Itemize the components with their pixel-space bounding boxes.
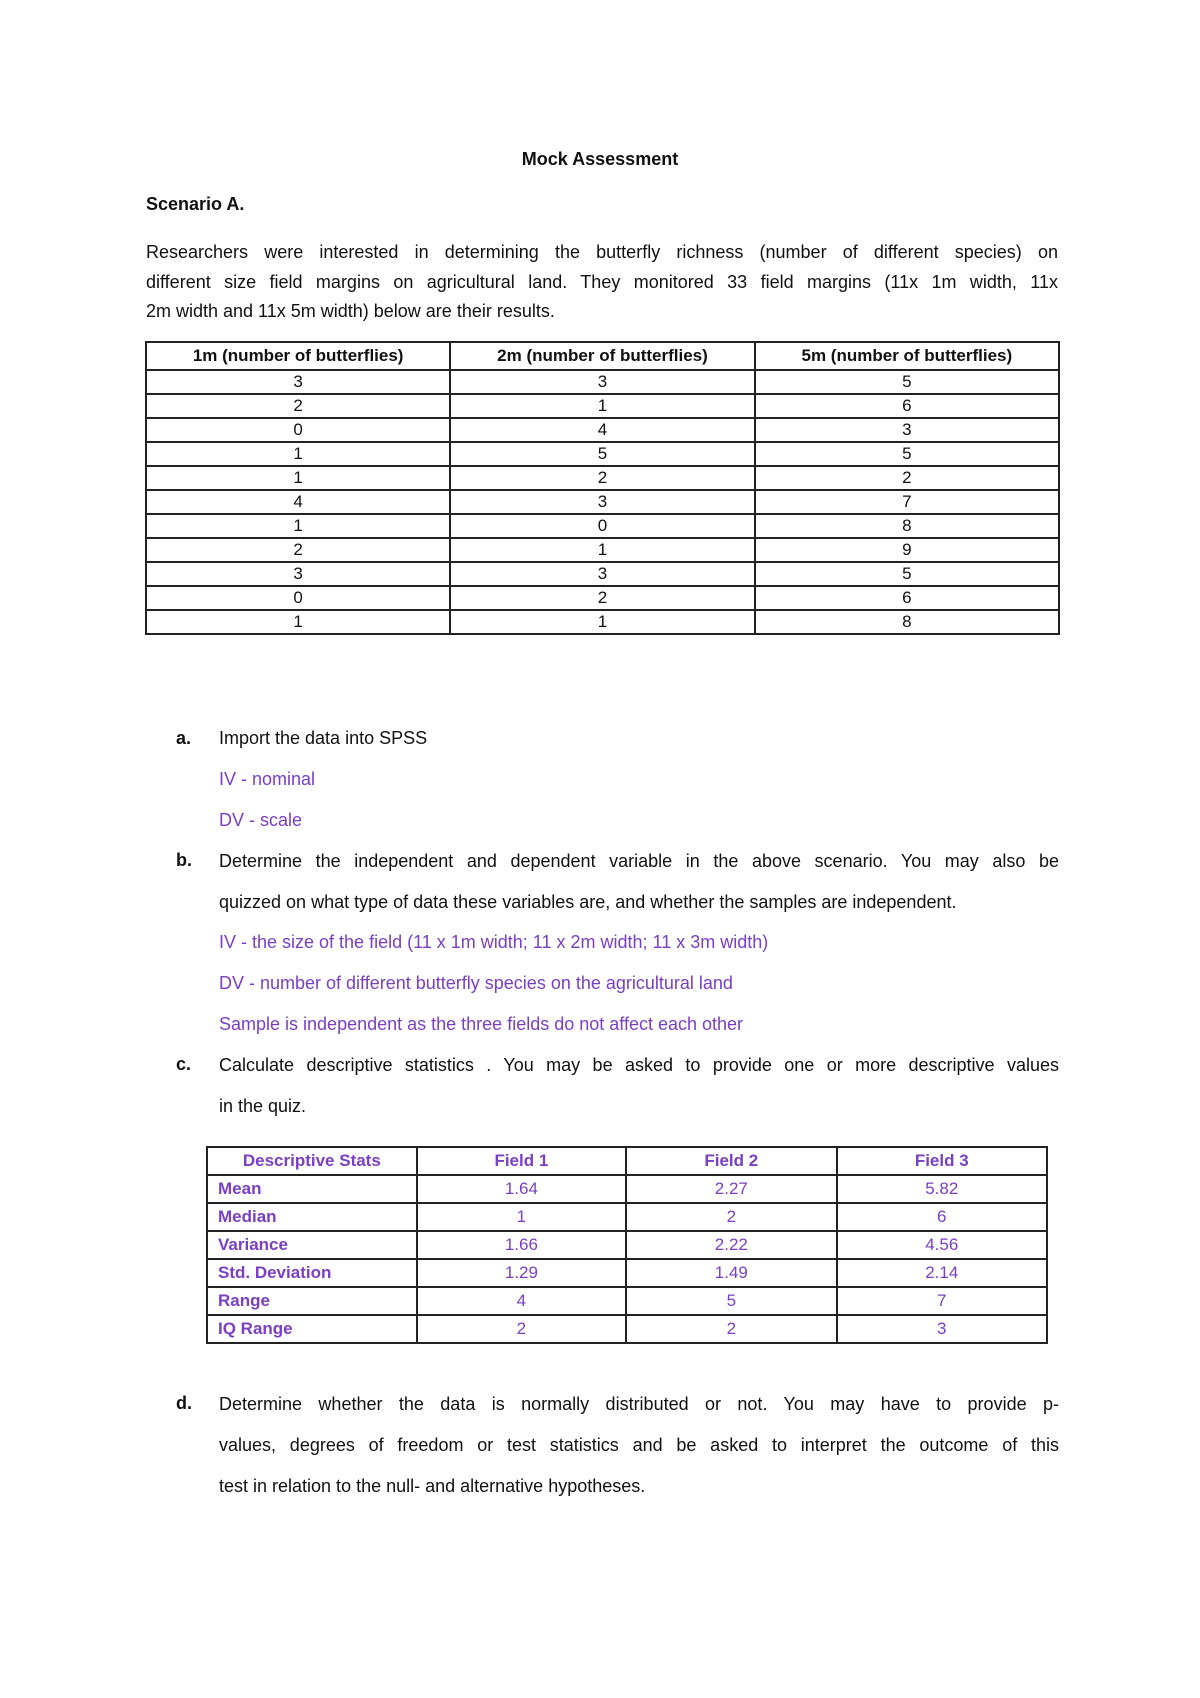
table-cell: 7	[755, 490, 1059, 514]
table-cell: 4	[417, 1287, 626, 1315]
table-cell: 1	[450, 610, 754, 634]
table-cell: 3	[146, 562, 450, 586]
table-cell: 1	[146, 466, 450, 490]
table-cell: 2	[417, 1315, 626, 1343]
row-label: Mean	[207, 1175, 417, 1203]
row-label: Std. Deviation	[207, 1259, 417, 1287]
table-cell: 4	[146, 490, 450, 514]
table-cell: 1.49	[626, 1259, 836, 1287]
table-cell: 1.29	[417, 1259, 626, 1287]
column-header: 1m (number of butterflies)	[146, 342, 450, 370]
table-cell: 2.14	[837, 1259, 1047, 1287]
table-row	[207, 1259, 1047, 1287]
answer-line: DV - scale	[219, 810, 303, 830]
table-cell: 6	[837, 1203, 1047, 1231]
table-cell: 3	[146, 370, 450, 394]
question-text: quizzed on what type of data these variables are, and whether the samples are independent.	[219, 892, 957, 912]
table-row	[146, 586, 1059, 610]
table-cell: 6	[755, 586, 1059, 610]
table-cell: 2.22	[626, 1231, 836, 1259]
table-cell: 5	[626, 1287, 836, 1315]
intro-paragraph	[146, 238, 1058, 327]
table-cell: 2	[146, 394, 450, 418]
question-text: Determine the independent and dependent variable in the above scenario. You may also be	[219, 851, 1059, 871]
column-header: 2m (number of butterflies)	[450, 342, 754, 370]
table-cell: 5	[755, 562, 1059, 586]
table-row	[146, 394, 1059, 418]
table-row	[146, 490, 1059, 514]
column-header: Descriptive Stats	[207, 1147, 417, 1175]
table-cell: 1	[450, 538, 754, 562]
table-header-row	[146, 342, 1059, 370]
table-cell: 8	[755, 610, 1059, 634]
table-row	[146, 538, 1059, 562]
table-cell: 2	[626, 1203, 836, 1231]
column-header: 5m (number of butterflies)	[755, 342, 1059, 370]
table-cell: 4	[450, 418, 754, 442]
table-cell: 3	[837, 1315, 1047, 1343]
table-cell: 2	[146, 538, 450, 562]
intro-line: 2m width and 11x 5m width) below are their results.	[146, 301, 555, 321]
table-row	[207, 1203, 1047, 1231]
table-cell: 2	[450, 586, 754, 610]
table-cell: 0	[450, 514, 754, 538]
question-label: a.	[176, 728, 192, 748]
answer-line: IV - the size of the field (11 x 1m width; 11 x 2m width; 11 x 3m width)	[219, 932, 769, 952]
table-cell: 7	[837, 1287, 1047, 1315]
table-row	[207, 1175, 1047, 1203]
question-text: test in relation to the null- and alternative hypotheses.	[219, 1476, 646, 1496]
descriptive-stats-table	[206, 1146, 1048, 1344]
table-cell: 8	[755, 514, 1059, 538]
table-header-row	[207, 1147, 1047, 1175]
answer-line: IV - nominal	[219, 769, 316, 789]
answer-line: Sample is independent as the three fields do not affect each other	[219, 1014, 744, 1034]
scenario-heading: Scenario A.	[146, 194, 245, 214]
table-row	[146, 562, 1059, 586]
table-cell: 0	[146, 418, 450, 442]
table-row	[146, 466, 1059, 490]
question-text: Import the data into SPSS	[219, 728, 428, 748]
table-row	[146, 610, 1059, 634]
page-title: Mock Assessment	[521, 149, 679, 169]
table-cell: 1	[146, 610, 450, 634]
row-label: Median	[207, 1203, 417, 1231]
question-label: d.	[176, 1393, 192, 1413]
table-cell: 1.66	[417, 1231, 626, 1259]
table-row	[207, 1287, 1047, 1315]
table-cell: 3	[450, 490, 754, 514]
table-cell: 5.82	[837, 1175, 1047, 1203]
table-row	[146, 442, 1059, 466]
table-cell: 5	[755, 370, 1059, 394]
answer-line: DV - number of different butterfly species on the agricultural land	[219, 973, 733, 993]
table-row	[146, 418, 1059, 442]
row-label: IQ Range	[207, 1315, 417, 1343]
table-cell: 3	[450, 562, 754, 586]
table-cell: 6	[755, 394, 1059, 418]
table-cell: 2.27	[626, 1175, 836, 1203]
question-text: in the quiz.	[219, 1096, 307, 1116]
intro-line: Researchers were interested in determining the butterfly richness (number of different species) on	[146, 242, 1058, 262]
table-cell: 5	[755, 442, 1059, 466]
column-header: Field 2	[626, 1147, 836, 1175]
table-cell: 3	[755, 418, 1059, 442]
table-cell: 1	[146, 442, 450, 466]
table-cell: 5	[450, 442, 754, 466]
table-cell: 0	[146, 586, 450, 610]
row-label: Variance	[207, 1231, 417, 1259]
question-text: Calculate descriptive statistics . You may be asked to provide one or more descriptive values	[219, 1055, 1059, 1075]
table-cell: 2	[755, 466, 1059, 490]
table-cell: 2	[450, 466, 754, 490]
question-text: Determine whether the data is normally distributed or not. You may have to provide p-	[219, 1394, 1059, 1414]
question-text: values, degrees of freedom or test statistics and be asked to interpret the outcome of this	[219, 1435, 1059, 1455]
table-cell: 2	[626, 1315, 836, 1343]
column-header: Field 3	[837, 1147, 1047, 1175]
table-cell: 4.56	[837, 1231, 1047, 1259]
table-row	[207, 1315, 1047, 1343]
intro-line: different size field margins on agricultural land. They monitored 33 field margins (11x 1m width, 11x	[146, 271, 1058, 292]
table-cell: 1.64	[417, 1175, 626, 1203]
row-label: Range	[207, 1287, 417, 1315]
butterfly-data-table	[145, 341, 1060, 635]
column-header: Field 1	[417, 1147, 626, 1175]
table-cell: 9	[755, 538, 1059, 562]
table-cell: 3	[450, 370, 754, 394]
table-row	[146, 514, 1059, 538]
table-cell: 1	[417, 1203, 626, 1231]
table-cell: 1	[450, 394, 754, 418]
table-cell: 1	[146, 514, 450, 538]
table-row	[207, 1231, 1047, 1259]
table-row	[146, 370, 1059, 394]
question-label: c.	[176, 1054, 192, 1074]
question-label: b.	[176, 850, 192, 870]
